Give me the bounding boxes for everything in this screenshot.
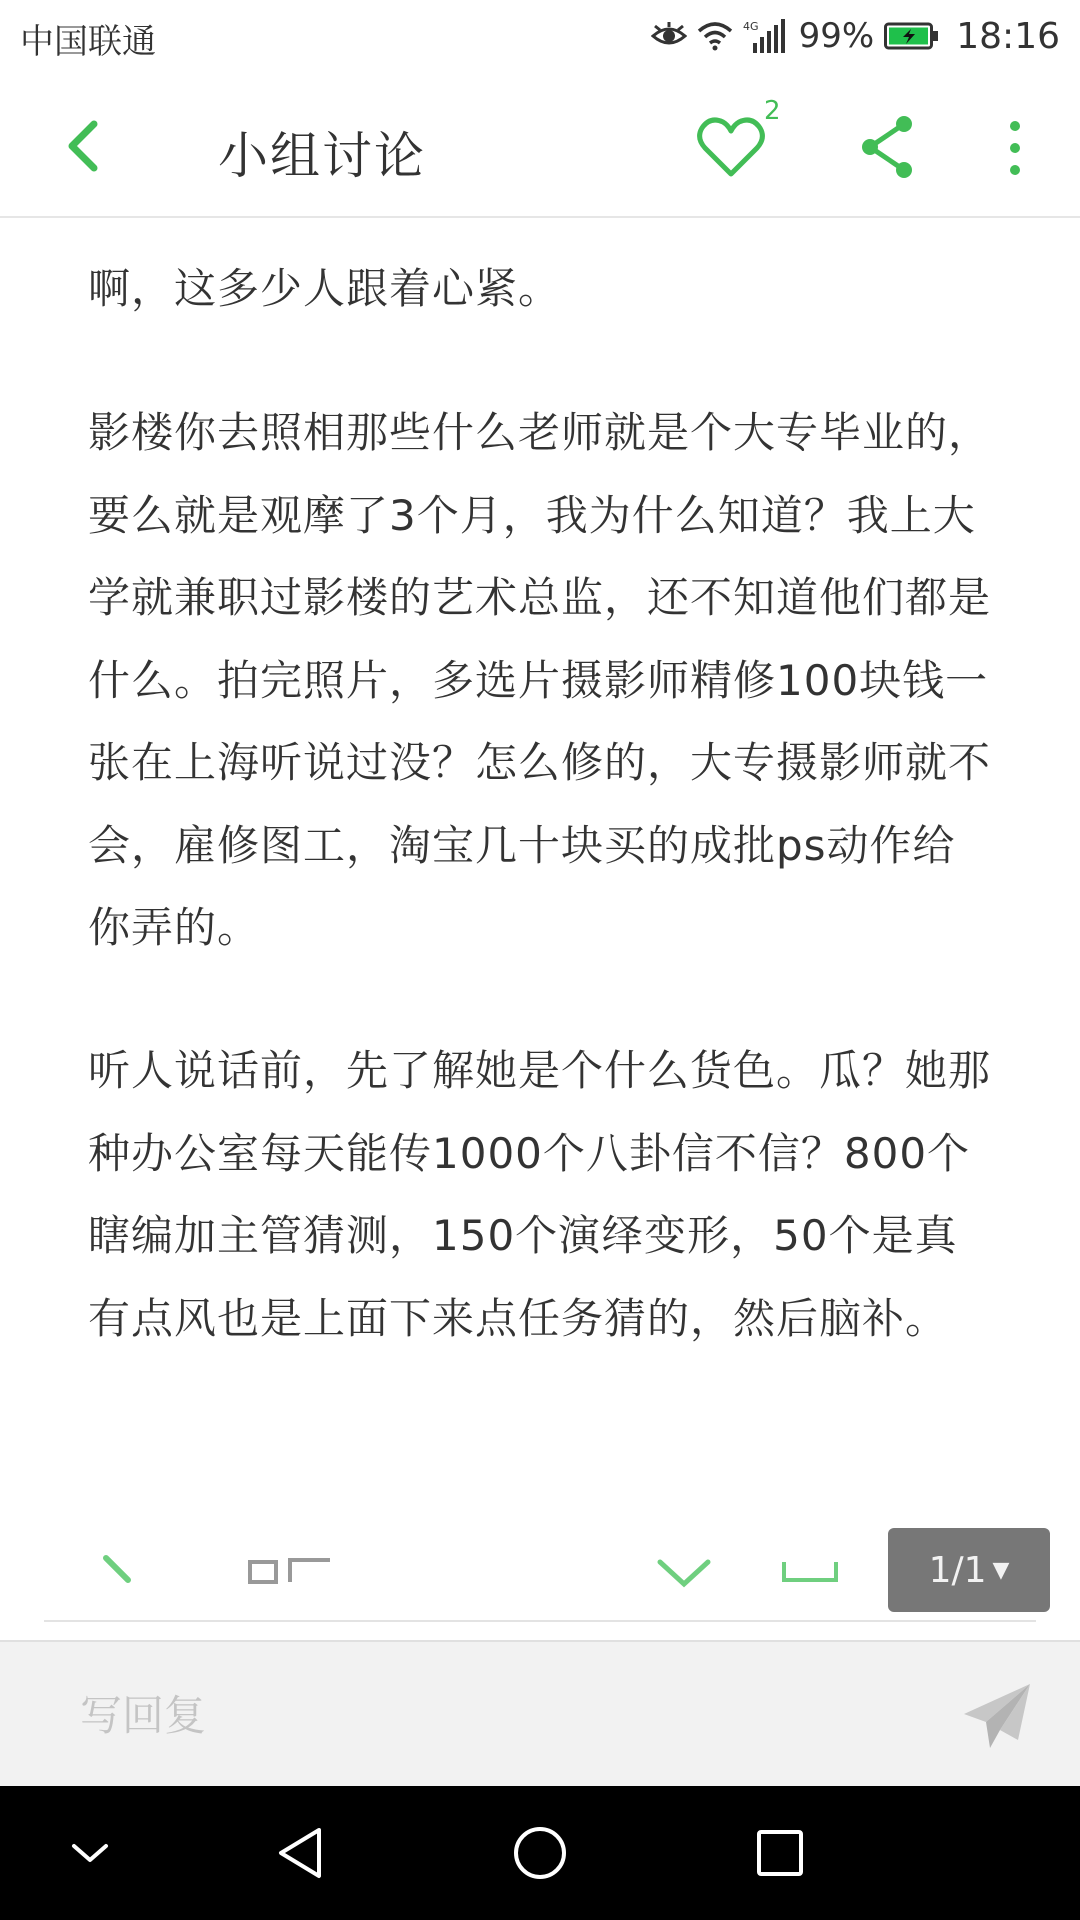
battery-charging-icon bbox=[884, 21, 940, 51]
nav-recents-button[interactable] bbox=[740, 1786, 820, 1920]
hide-keyboard-button[interactable] bbox=[50, 1786, 130, 1920]
page-indicator-button[interactable] bbox=[888, 1528, 1050, 1612]
app-header bbox=[0, 74, 1080, 218]
page-title: 小组讨论 bbox=[218, 127, 426, 185]
post-content bbox=[0, 218, 1080, 1512]
hide-keyboard-icon bbox=[68, 1838, 112, 1868]
recents-square-icon bbox=[755, 1828, 805, 1878]
page-indicator-label: 1/1 bbox=[928, 1549, 987, 1591]
status-bar bbox=[0, 0, 1080, 74]
ghost-heart-icon bbox=[660, 1562, 708, 1584]
post-paragraph: 听人说话前，先了解她是个什么货色。瓜？她那种办公室每天能传1000个八卦信不信？800个瞎编加主管猜测，150个演绎变形，50个是真有点风也是上面下来点任务猜的，然后脑补。 bbox=[88, 1046, 992, 1343]
heart-icon bbox=[696, 114, 766, 180]
reply-input[interactable] bbox=[80, 1682, 880, 1748]
send-plane-icon bbox=[960, 1680, 1034, 1752]
like-count: 2 bbox=[764, 96, 781, 126]
post-paragraph: 啊，这多少人跟着心紧。 bbox=[88, 264, 562, 313]
carrier-name: 中国联通 bbox=[20, 22, 156, 62]
back-arrow-icon bbox=[56, 112, 116, 180]
like-button[interactable] bbox=[696, 114, 766, 180]
ghost-back-icon bbox=[106, 1558, 128, 1580]
divider bbox=[44, 1620, 1036, 1622]
clock: 18:16 bbox=[956, 15, 1060, 57]
share-icon bbox=[858, 114, 918, 180]
send-button[interactable] bbox=[960, 1680, 1034, 1752]
signal-icon bbox=[743, 19, 789, 53]
system-nav-bar bbox=[0, 1786, 1080, 1920]
share-button[interactable] bbox=[858, 114, 918, 180]
more-options-button[interactable] bbox=[1000, 118, 1030, 178]
nav-home-button[interactable] bbox=[500, 1786, 580, 1920]
more-vertical-icon bbox=[1000, 118, 1030, 178]
caret-down-icon: ▼ bbox=[992, 1557, 1010, 1583]
nav-back-button[interactable] bbox=[260, 1786, 340, 1920]
back-button[interactable] bbox=[56, 112, 116, 180]
status-icons bbox=[651, 10, 1060, 62]
network-type-label: 4G bbox=[742, 20, 759, 33]
battery-percent: 99% bbox=[798, 16, 875, 56]
ghost-share-icon bbox=[784, 1562, 836, 1580]
eye-icon bbox=[651, 22, 687, 50]
wifi-icon bbox=[697, 21, 733, 51]
reply-bar bbox=[0, 1640, 1080, 1786]
back-triangle-icon bbox=[275, 1826, 325, 1880]
post-paragraph: 影楼你去照相那些什么老师就是个大专毕业的，要么就是观摩了3个月，我为什么知道？我上大学就兼职过影楼的艺术总监，还不知道他们都是什么。拍完照片，多选片摄影师精修100块钱一张在上海听说过没？怎么修的，大专摄影师就不会，雇修图工，淘宝几十块买的成批ps动作给你弄的。 bbox=[88, 408, 992, 952]
ghost-title-fragment bbox=[250, 1560, 330, 1582]
home-circle-icon bbox=[512, 1825, 568, 1881]
